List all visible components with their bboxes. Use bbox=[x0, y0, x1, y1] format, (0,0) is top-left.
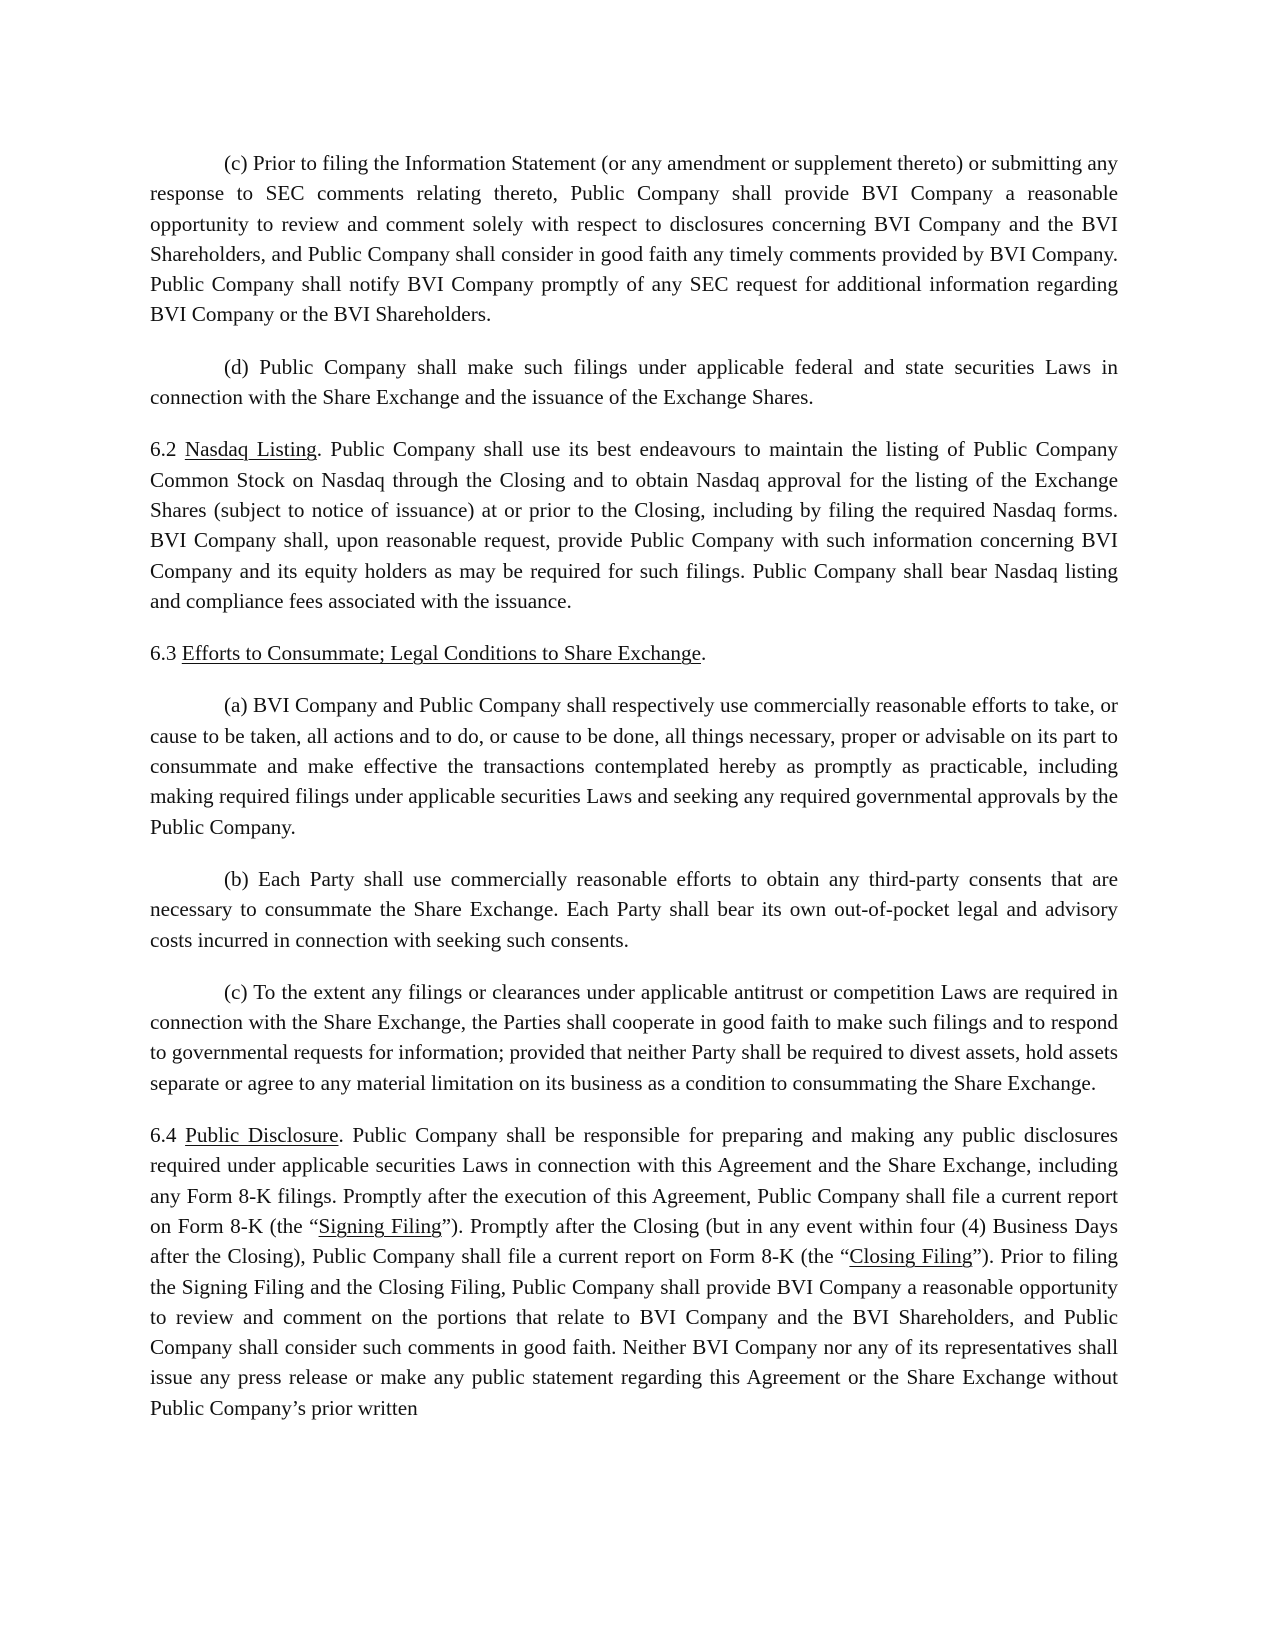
paragraph-6-3-a: (a) BVI Company and Public Company shall respectively use commercially reasonable efforts to take, or cause to be taken, all actions and to do, or cause to be done, all things necessary, proper or advisable on its part to consummate and make effective the transactions contemplated hereby as promptly as practicable, including making required filings under applicable securities Laws and seeking any required governmental approvals by the Public Company. bbox=[150, 693, 1118, 839]
section-number: 6.3 bbox=[150, 641, 182, 666]
section-heading: Public Disclosure bbox=[185, 1123, 339, 1148]
defined-term-closing-filing: Closing Filing bbox=[849, 1244, 973, 1269]
section-body: . bbox=[700, 641, 707, 666]
paragraph-6-3-c: (c) To the extent any filings or clearances under applicable antitrust or competition Laws are required in connection with the Share Exchange, the Parties shall cooperate in good faith to make such filings and to respond to governmental requests for information; provided that neither Party shall be required to divest assets, hold assets separate or agree to any material limitation on its business as a condition to consummating the Share Exchange. bbox=[150, 979, 1118, 1095]
section-heading: Nasdaq Listing bbox=[184, 437, 317, 462]
document-page bbox=[150, 148, 1118, 1445]
section-body-part-1: . Public Company shall be responsible for preparing and making any public disclosures required under applicable securities Laws in connection with this Agreement and the Share Exchange, including any Form 8-K filings. Promptly after the execution of this Agreement, Public Company shall file a current report on Form 8-K (the “ bbox=[150, 1123, 1119, 1238]
paragraph-6-1-c: (c) Prior to filing the Information Statement (or any amendment or supplement thereto) or submitting any response to SEC comments relating thereto, Public Company shall provide BVI Company a reasonable opportunity to review and comment solely with respect to disclosures concerning BVI Company and the BVI Shareholders, and Public Company shall consider in good faith any timely comments provided by BVI Company. Public Company shall notify BVI Company promptly of any SEC request for additional information regarding BVI Company or the BVI Shareholders. bbox=[150, 151, 1118, 327]
paragraph-6-3-b: (b) Each Party shall use commercially reasonable efforts to obtain any third-party consents that are necessary to consummate the Share Exchange. Each Party shall bear its own out-of-pocket legal and advisory costs incurred in connection with seeking such consents. bbox=[150, 866, 1118, 952]
paragraph-6-1-d: (d) Public Company shall make such filings under applicable federal and state securities Laws in connection with the Share Exchange and the issuance of the Exchange Shares. bbox=[150, 354, 1118, 410]
section-6-3-efforts-to-consummate bbox=[150, 638, 1118, 668]
section-number: 6.2 bbox=[150, 437, 185, 462]
defined-term-signing-filing: Signing Filing bbox=[318, 1213, 442, 1238]
section-body: . Public Company shall use its best endeavours to maintain the listing of Public Company Common Stock on Nasdaq through the Closing and to obtain Nasdaq approval for the listing of the Exchange Shares (subject to notice of issuance) at or prior to the Closing, including by filing the required Nasdaq forms. BVI Company shall, upon reasonable request, provide Public Company with such information concerning BVI Company and its equity holders as may be required for such filings. Public Company shall bear Nasdaq listing and compliance fees associated with the issuance. bbox=[150, 437, 1119, 613]
section-heading: Efforts to Consummate; Legal Conditions to Share Exchange bbox=[181, 641, 701, 666]
section-number: 6.4 bbox=[150, 1123, 186, 1148]
section-6-2-nasdaq-listing bbox=[150, 434, 1118, 616]
section-body-part-2: ”). Promptly after the Closing (but in any event within four (4) Business Days after the Closing), Public Company shall file a current report on Form 8-K (the “ bbox=[150, 1213, 1118, 1269]
section-body-part-3: ”). Prior to filing the Signing Filing and the Closing Filing, Public Company shall provide BVI Company a reasonable opportunity to review and comment on the portions that relate to BVI Company and the BVI Shareholders, and Public Company shall consider such comments in good faith. Neither BVI Company nor any of its representatives shall issue any press release or make any public statement regarding this Agreement or the Share Exchange without Public Company’s prior written bbox=[150, 1244, 1119, 1420]
section-6-4-public-disclosure bbox=[150, 1120, 1118, 1423]
